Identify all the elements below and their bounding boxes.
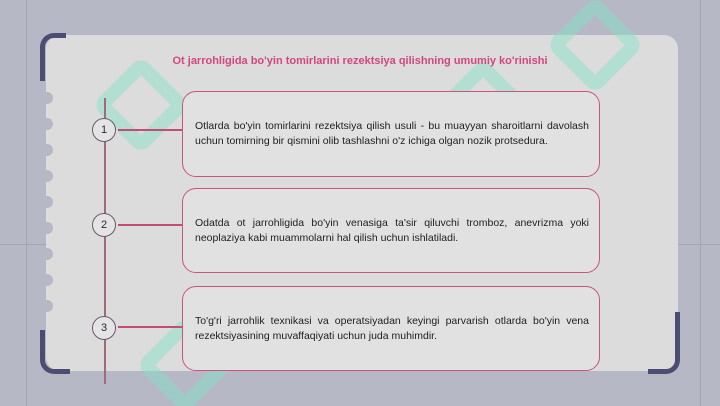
step-card-3 [182,286,600,371]
step-card-1 [182,91,600,177]
scallop [41,118,53,130]
step-connector [118,326,182,328]
scallop [41,274,53,286]
step-number-1: 1 [92,118,116,142]
scallop [41,248,53,260]
slide-title: Ot jarrohligida bo'yin tomirlarini rezektsiya qilishning umumiy ko'rinishi [172,55,548,67]
step-connector [118,129,182,131]
frame-corner-bottom-left [40,330,70,374]
step-number-2: 2 [92,213,116,237]
step-text-1: Otlarda bo'yin tomirlarini rezektsiya qilish usuli - bu muayyan sharoitlarni davolash uchun tomirning bir qismini olib tashlashni o'z ichiga olgan nozik protsedura. [195,120,589,147]
step-connector [118,224,182,226]
step-text-3: To'g'ri jarrohlik texnikasi va operatsiyadan keyingi parvarish otlarda bo'yin vena rezektsiyasining muvaffaqiyati uchun juda muhimdir. [195,314,589,342]
step-number-3: 3 [92,316,116,340]
scallop [41,92,53,104]
scallop [41,300,53,312]
frame-corner-bottom-right [648,312,680,374]
scallop [41,170,53,182]
scallop [41,222,53,234]
scallop [41,144,53,156]
step-card-2 [182,188,600,273]
step-text-2: Odatda ot jarrohligida bo'yin venasiga ta'sir qiluvchi tromboz, anevrizma yoki neoplaziya kabi muammolarni hal qilish uchun ishlatiladi. [195,216,589,244]
scallop [41,196,53,208]
